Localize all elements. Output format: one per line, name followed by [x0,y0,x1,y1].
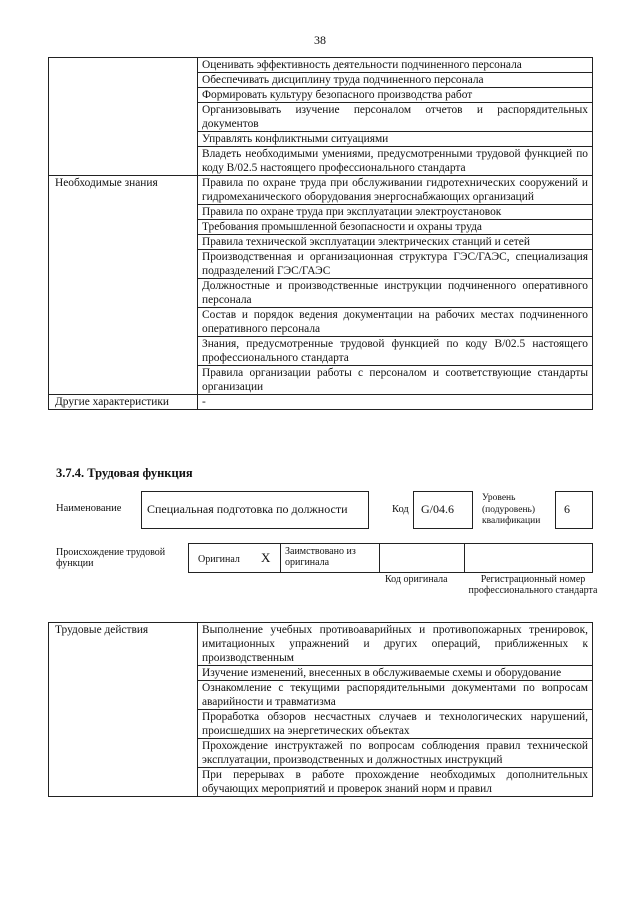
row-item: Состав и порядок ведения документации на рабочих местах подчиненного оперативного персонала [198,308,593,337]
page-number: 38 [314,33,326,47]
row-item: Требования промышленной безопасности и охраны труда [198,220,593,235]
name-value-box [141,491,369,529]
row-item: Обеспечивать дисциплину труда подчиненного персонала [198,73,593,88]
original-label: Оригинал [198,554,240,565]
row-item: - [198,395,593,410]
row-item: Выполнение учебных противоаварийных и противопожарных тренировок, имитационных упражнений и других операций, приближенных к производственным [198,623,593,666]
row-label: Другие характеристики [49,395,198,410]
table-row [49,395,593,410]
row-item: Правила технической эксплуатации электрических станций и сетей [198,235,593,250]
name-value: Специальная подготовка по должности [147,502,348,516]
row-label [49,58,198,176]
level-label: Уровень (подуровень) квалификации [482,493,541,526]
row-item: Прохождение инструктажей по вопросам соблюдения правил технической эксплуатации, производственных и должностных инструкций [198,739,593,768]
row-item: Владеть необходимыми умениями, предусмотренными трудовой функцией по коду В/02.5 настоящего профессионального стандарта [198,147,593,176]
row-item: Производственная и организационная структура ГЭС/ГАЭС, специализация подразделений ГЭС/ГАЭС [198,250,593,279]
level-value: 6 [564,502,570,516]
row-item: Организовывать изучение персоналом отчетов и распорядительных документов [198,103,593,132]
row-item: Ознакомление с текущими распорядительными документами по вопросам аварийности и травматизма [198,681,593,710]
borrowed-label: Заимствовано из оригинала [285,546,356,568]
spec-table-bottom-body [49,623,593,797]
code-value-box [413,491,473,529]
row-item: Правила организации работы с персоналом и соответствующие стандарты организации [198,366,593,395]
code-original-caption: Код оригинала [385,574,448,585]
row-item: При перерывах в работе прохождение необходимых дополнительных обучающих мероприятий и проверок знаний норм и правил [198,768,593,797]
origin-divider-2 [379,544,380,572]
row-item: Управлять конфликтными ситуациями [198,132,593,147]
section-title: 3.7.4. Трудовая функция [56,466,193,480]
reg-number-caption: Регистрационный номер профессионального стандарта [468,574,598,596]
row-item: Знания, предусмотренные трудовой функцией по коду В/02.5 настоящего профессионального стандарта [198,337,593,366]
row-item: Правила по охране труда при обслуживании гидротехнических сооружений и гидромеханического оборудования энергоснабжающих организаций [198,176,593,205]
row-item: Правила по охране труда при эксплуатации электроустановок [198,205,593,220]
spec-table-top-body [49,58,593,410]
origin-box [188,543,593,573]
spec-table-bottom [48,622,593,797]
origin-label: Происхождение трудовой функции [56,547,166,569]
original-mark: X [261,550,271,565]
table-row [49,623,593,666]
row-item: Формировать культуру безопасного производства работ [198,88,593,103]
level-value-box [555,491,593,529]
row-label: Необходимые знания [49,176,198,395]
code-label: Код [392,504,409,515]
origin-divider-1 [280,544,281,572]
table-row [49,58,593,73]
row-label: Трудовые действия [49,623,198,797]
table-row [49,176,593,205]
name-label: Наименование [56,503,122,514]
row-item: Проработка обзоров несчастных случаев и технологических нарушений, происшедших на энергетических объектах [198,710,593,739]
row-item: Изучение изменений, внесенных в обслуживаемые схемы и оборудование [198,666,593,681]
origin-divider-3 [464,544,465,572]
row-item: Должностные и производственные инструкции подчиненного оперативного персонала [198,279,593,308]
code-value: G/04.6 [421,502,454,516]
spec-table-top [48,57,593,410]
row-item: Оценивать эффективность деятельности подчиненного персонала [198,58,593,73]
